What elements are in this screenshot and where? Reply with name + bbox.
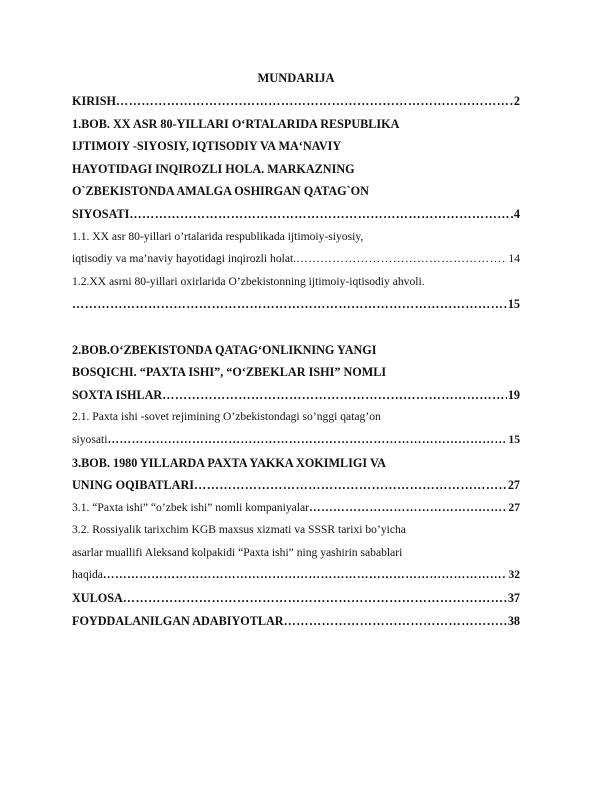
toc-entry-3-1 — [72, 497, 520, 520]
toc-entry-text: asarlar muallifi Aleksand kolpakidi “Paxta ishi” ning yashirin sabablari — [72, 545, 403, 559]
toc-entry-text: 1.1. XX asr 80-yillari o’rtalarida respublikada ijtimoiy-siyosiy, — [72, 229, 364, 243]
toc-entry-text: 2.BOB.O‘ZBEKISTONDA QATAG‘ONLIKNING YANGI — [72, 342, 377, 357]
toc-leader — [129, 203, 513, 226]
toc-entry-adabiyot — [72, 610, 520, 633]
toc-entry-text: IJTIMOIY -SIYOSIY, IQTISODIY VA MA‘NAVIY — [72, 139, 342, 154]
toc-page-number: 32 — [508, 568, 520, 582]
toc-page-number: 2 — [513, 94, 520, 108]
toc-page-number: 27 — [507, 478, 520, 493]
toc-entry-text: 3.2. Rossiyalik tarixchim KGB maxsus xizmati va SSSR tarixi bo’yicha — [72, 523, 406, 537]
toc-leader — [123, 587, 507, 610]
toc-entry-bob2 — [72, 384, 520, 407]
toc-entry-text: BOSQICHI. “PAXTA ISHI”, “O‘ZBEKLAR ISHI” NOMLI — [72, 365, 387, 380]
table-of-contents — [72, 66, 520, 632]
toc-entry-text: siyosati — [72, 432, 108, 446]
toc-entry-text: XULOSA — [72, 591, 123, 606]
toc-leader — [309, 497, 507, 520]
toc-entry-text: UNING OQIBATLARI — [72, 478, 195, 493]
toc-entry-text: SIYOSATI — [72, 206, 130, 221]
toc-page-number: 4 — [513, 206, 520, 221]
spacer — [72, 316, 520, 339]
toc-entry-kirish — [72, 90, 520, 113]
toc-leader — [284, 610, 507, 633]
toc-entry-2-1 — [72, 429, 520, 452]
toc-page-number: 37 — [507, 591, 520, 606]
toc-page-number: 15 — [508, 432, 520, 446]
toc-entry-1-1 — [72, 248, 520, 271]
toc-entry-xulosa — [72, 587, 520, 610]
toc-entry-3-2 — [72, 564, 520, 587]
toc-entry-text: 2.1. Paxta ishi -sovet rejimining O’zbekistondagi so’nggi qatag’on — [72, 410, 381, 424]
toc-page-number: 15 — [507, 297, 520, 312]
toc-entry-text: 3.BOB. 1980 YILLARDA PAXTA YAKKA XOKIMLIGI VA — [72, 455, 386, 470]
toc-entry-bob3 — [72, 474, 520, 497]
toc-entry-text: FOYDDALANILGAN ADABIYOTLAR — [72, 613, 284, 628]
toc-leader — [296, 248, 507, 271]
toc-leader — [72, 293, 507, 316]
toc-leader — [194, 474, 507, 497]
toc-entry-bob1 — [72, 203, 520, 226]
toc-entry-1-2 — [72, 293, 520, 316]
toc-entry-text: 1.BOB. XX ASR 80-YILLARI O‘RTALARIDA RESPUBLIKA — [72, 116, 400, 131]
toc-entry-text: haqida — [72, 568, 103, 582]
toc-leader — [116, 90, 513, 113]
page-title: MUNDARIJA — [257, 71, 335, 85]
toc-page-number: 38 — [507, 613, 520, 628]
toc-entry-text: HAYOTIDAGI INQIROZLI HOLA. MARKAZNING — [72, 161, 355, 176]
toc-leader — [103, 564, 508, 587]
toc-entry-text: KIRISH — [72, 94, 117, 108]
toc-entry-text: 1.2.XX asrni 80-yillari oxirlarida O’zbekistonning ijtimoiy-iqtisodiy ahvoli. — [72, 274, 425, 288]
toc-leader — [162, 384, 507, 407]
toc-entry-text: O`ZBEKISTONDA AMALGA OSHIRGAN QATAG`ON — [72, 184, 369, 199]
toc-entry-text: 3.1. “Paxta ishi” “o’zbek ishi” nomli kompaniyalar — [72, 500, 309, 514]
toc-page-number: 27 — [508, 500, 520, 514]
toc-page-number: 14 — [508, 252, 520, 266]
toc-entry-text: iqtisodiy va ma’naviy hayotidagi inqirozli holat. — [72, 252, 297, 266]
toc-leader — [107, 429, 507, 452]
toc-entry-text: SOXTA ISHLAR — [72, 387, 163, 402]
toc-page-number: 19 — [507, 387, 520, 402]
